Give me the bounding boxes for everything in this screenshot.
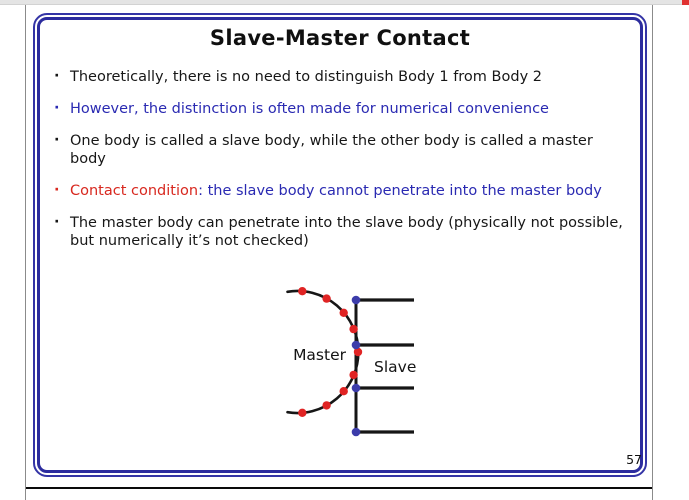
bullet-text-segment: The master body can penetrate into the slave body (physically not possible, but numerically it’s not checked): [70, 215, 623, 249]
frame-right-line: [652, 5, 653, 500]
bullet-text: [70, 133, 593, 167]
bullet-list: [53, 68, 625, 264]
bullet-marker: ·: [54, 182, 60, 198]
frame-left-line: [25, 5, 26, 500]
master-label: Master: [293, 346, 346, 364]
bullet-item: [53, 182, 625, 200]
page-number: 57: [626, 452, 642, 467]
bullet-text-segment: One body is called a slave body, while the other body is called a master body: [70, 133, 593, 167]
bullet-text: [70, 101, 549, 117]
slave-label: Slave: [374, 358, 417, 376]
bullet-text-segment: : the slave body cannot penetrate into the master body: [198, 183, 602, 199]
bullet-item: [53, 100, 625, 118]
bullet-text: [70, 69, 542, 85]
bullet-item: [53, 68, 625, 86]
bullet-text-segment: However, the distinction is often made for numerical convenience: [70, 101, 549, 117]
bullet-text: [70, 183, 602, 199]
top-progress-accent: [682, 0, 689, 5]
bullet-text-segment: Contact condition: [70, 183, 199, 199]
bullet-marker: ·: [54, 100, 60, 116]
top-progress-bar: [0, 0, 689, 5]
bullet-text-segment: Theoretically, there is no need to distinguish Body 1 from Body 2: [70, 69, 542, 85]
slide-title: Slave-Master Contact: [209, 26, 471, 50]
bullet-marker: ·: [54, 68, 60, 84]
bullet-item: [53, 132, 625, 168]
slide-bottom-rule: [26, 487, 652, 489]
bullet-item: [53, 214, 625, 250]
bullet-marker: ·: [54, 132, 60, 148]
bullet-text: [70, 215, 623, 249]
bullet-marker: ·: [54, 214, 60, 230]
